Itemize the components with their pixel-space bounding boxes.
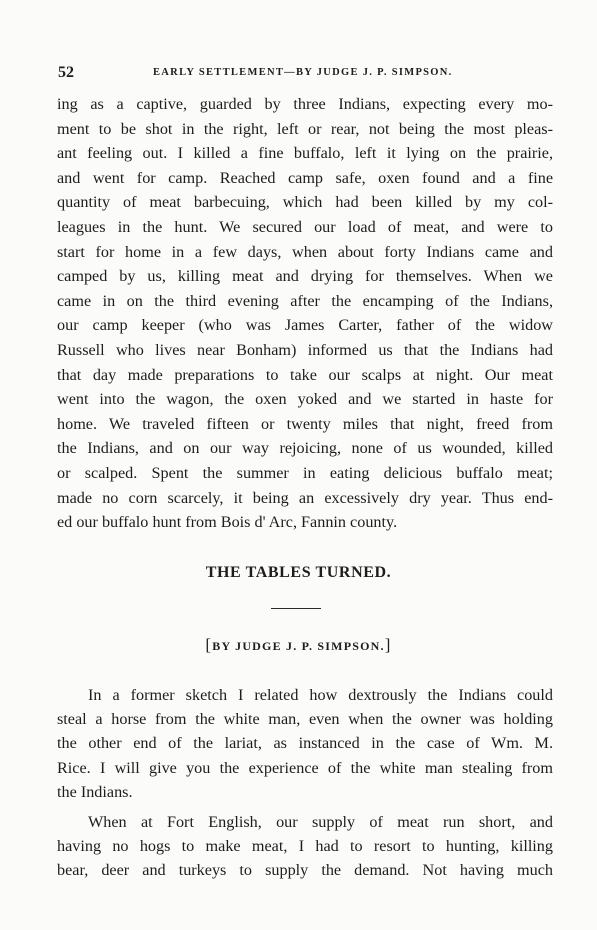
text-line: ing as a captive, guarded by three Indians, expecting every mo-: [57, 95, 553, 113]
running-head-title: EARLY SETTLEMENT—BY JUDGE J. P. SIMPSON.: [153, 67, 453, 78]
text-line: Rice. I will give you the experience of the white man stealing from: [57, 758, 553, 777]
new-section-body: [57, 683, 553, 883]
text-line: made no corn scarcely, it being an excessively dry year. Thus end-: [57, 488, 553, 507]
text-line: start for home in a few days, when about forty Indians came and: [57, 242, 553, 261]
text-line: camped by us, killing meat and drying for themselves. When we: [57, 267, 553, 286]
text-line: ment to be shot in the right, left or rear, not being the most pleas-: [57, 119, 553, 138]
text-line: came in on the third evening after the encamping of the Indians,: [57, 291, 553, 310]
title-rule: [271, 608, 321, 609]
text-line: leagues in the hunt. We secured our load of meat, and were to: [57, 217, 553, 236]
text-line: Russell who lives near Bonham) informed us that the Indians had: [57, 340, 553, 359]
text-line: the other end of the lariat, as instanced in the case of Wm. M.: [57, 734, 553, 753]
text-line: or scalped. Spent the summer in eating delicious buffalo meat;: [57, 463, 553, 482]
text-line: and went for camp. Reached camp safe, oxen found and a fine: [57, 168, 553, 187]
text-line: ed our buffalo hunt from Bois d' Arc, Fannin county.: [57, 513, 398, 532]
text-line: the Indians, and on our way rejoicing, none of us wounded, killed: [57, 439, 553, 458]
page-number: 52: [58, 64, 74, 81]
byline-text: BY JUDGE J. P. SIMPSON.: [212, 639, 385, 653]
text-line: home. We traveled fifteen or twenty miles that night, freed from: [57, 414, 553, 433]
continued-paragraph: [57, 92, 553, 535]
running-head: [58, 64, 558, 84]
text-line: our camp keeper (who was James Carter, father of the widow: [57, 316, 553, 335]
text-line: the Indians.: [57, 782, 133, 801]
text-line: went into the wagon, the oxen yoked and we started in haste for: [57, 390, 553, 409]
text-line: that day made preparations to take our scalps at night. Our meat: [57, 365, 553, 384]
byline-close-bracket: ]: [384, 635, 392, 654]
text-line: In a former sketch I related how dextrously the Indians could: [88, 686, 553, 704]
text-line: ant feeling out. I killed a fine buffalo, left it lying on the prairie,: [57, 144, 553, 163]
section-title: THE TABLES TURNED.: [205, 564, 392, 581]
text-line: quantity of meat barbecuing, which had been killed by my col-: [57, 193, 553, 212]
text-line: steal a horse from the white man, even when the owner was holding: [57, 710, 553, 729]
text-line: When at Fort English, our supply of meat run short, and: [88, 812, 553, 831]
text-line: having no hogs to make meat, I had to resort to hunting, killing: [57, 837, 553, 856]
text-line: bear, deer and turkeys to supply the demand. Not having much: [57, 861, 553, 880]
byline-open-bracket: [: [205, 635, 213, 654]
byline: [0, 635, 597, 655]
